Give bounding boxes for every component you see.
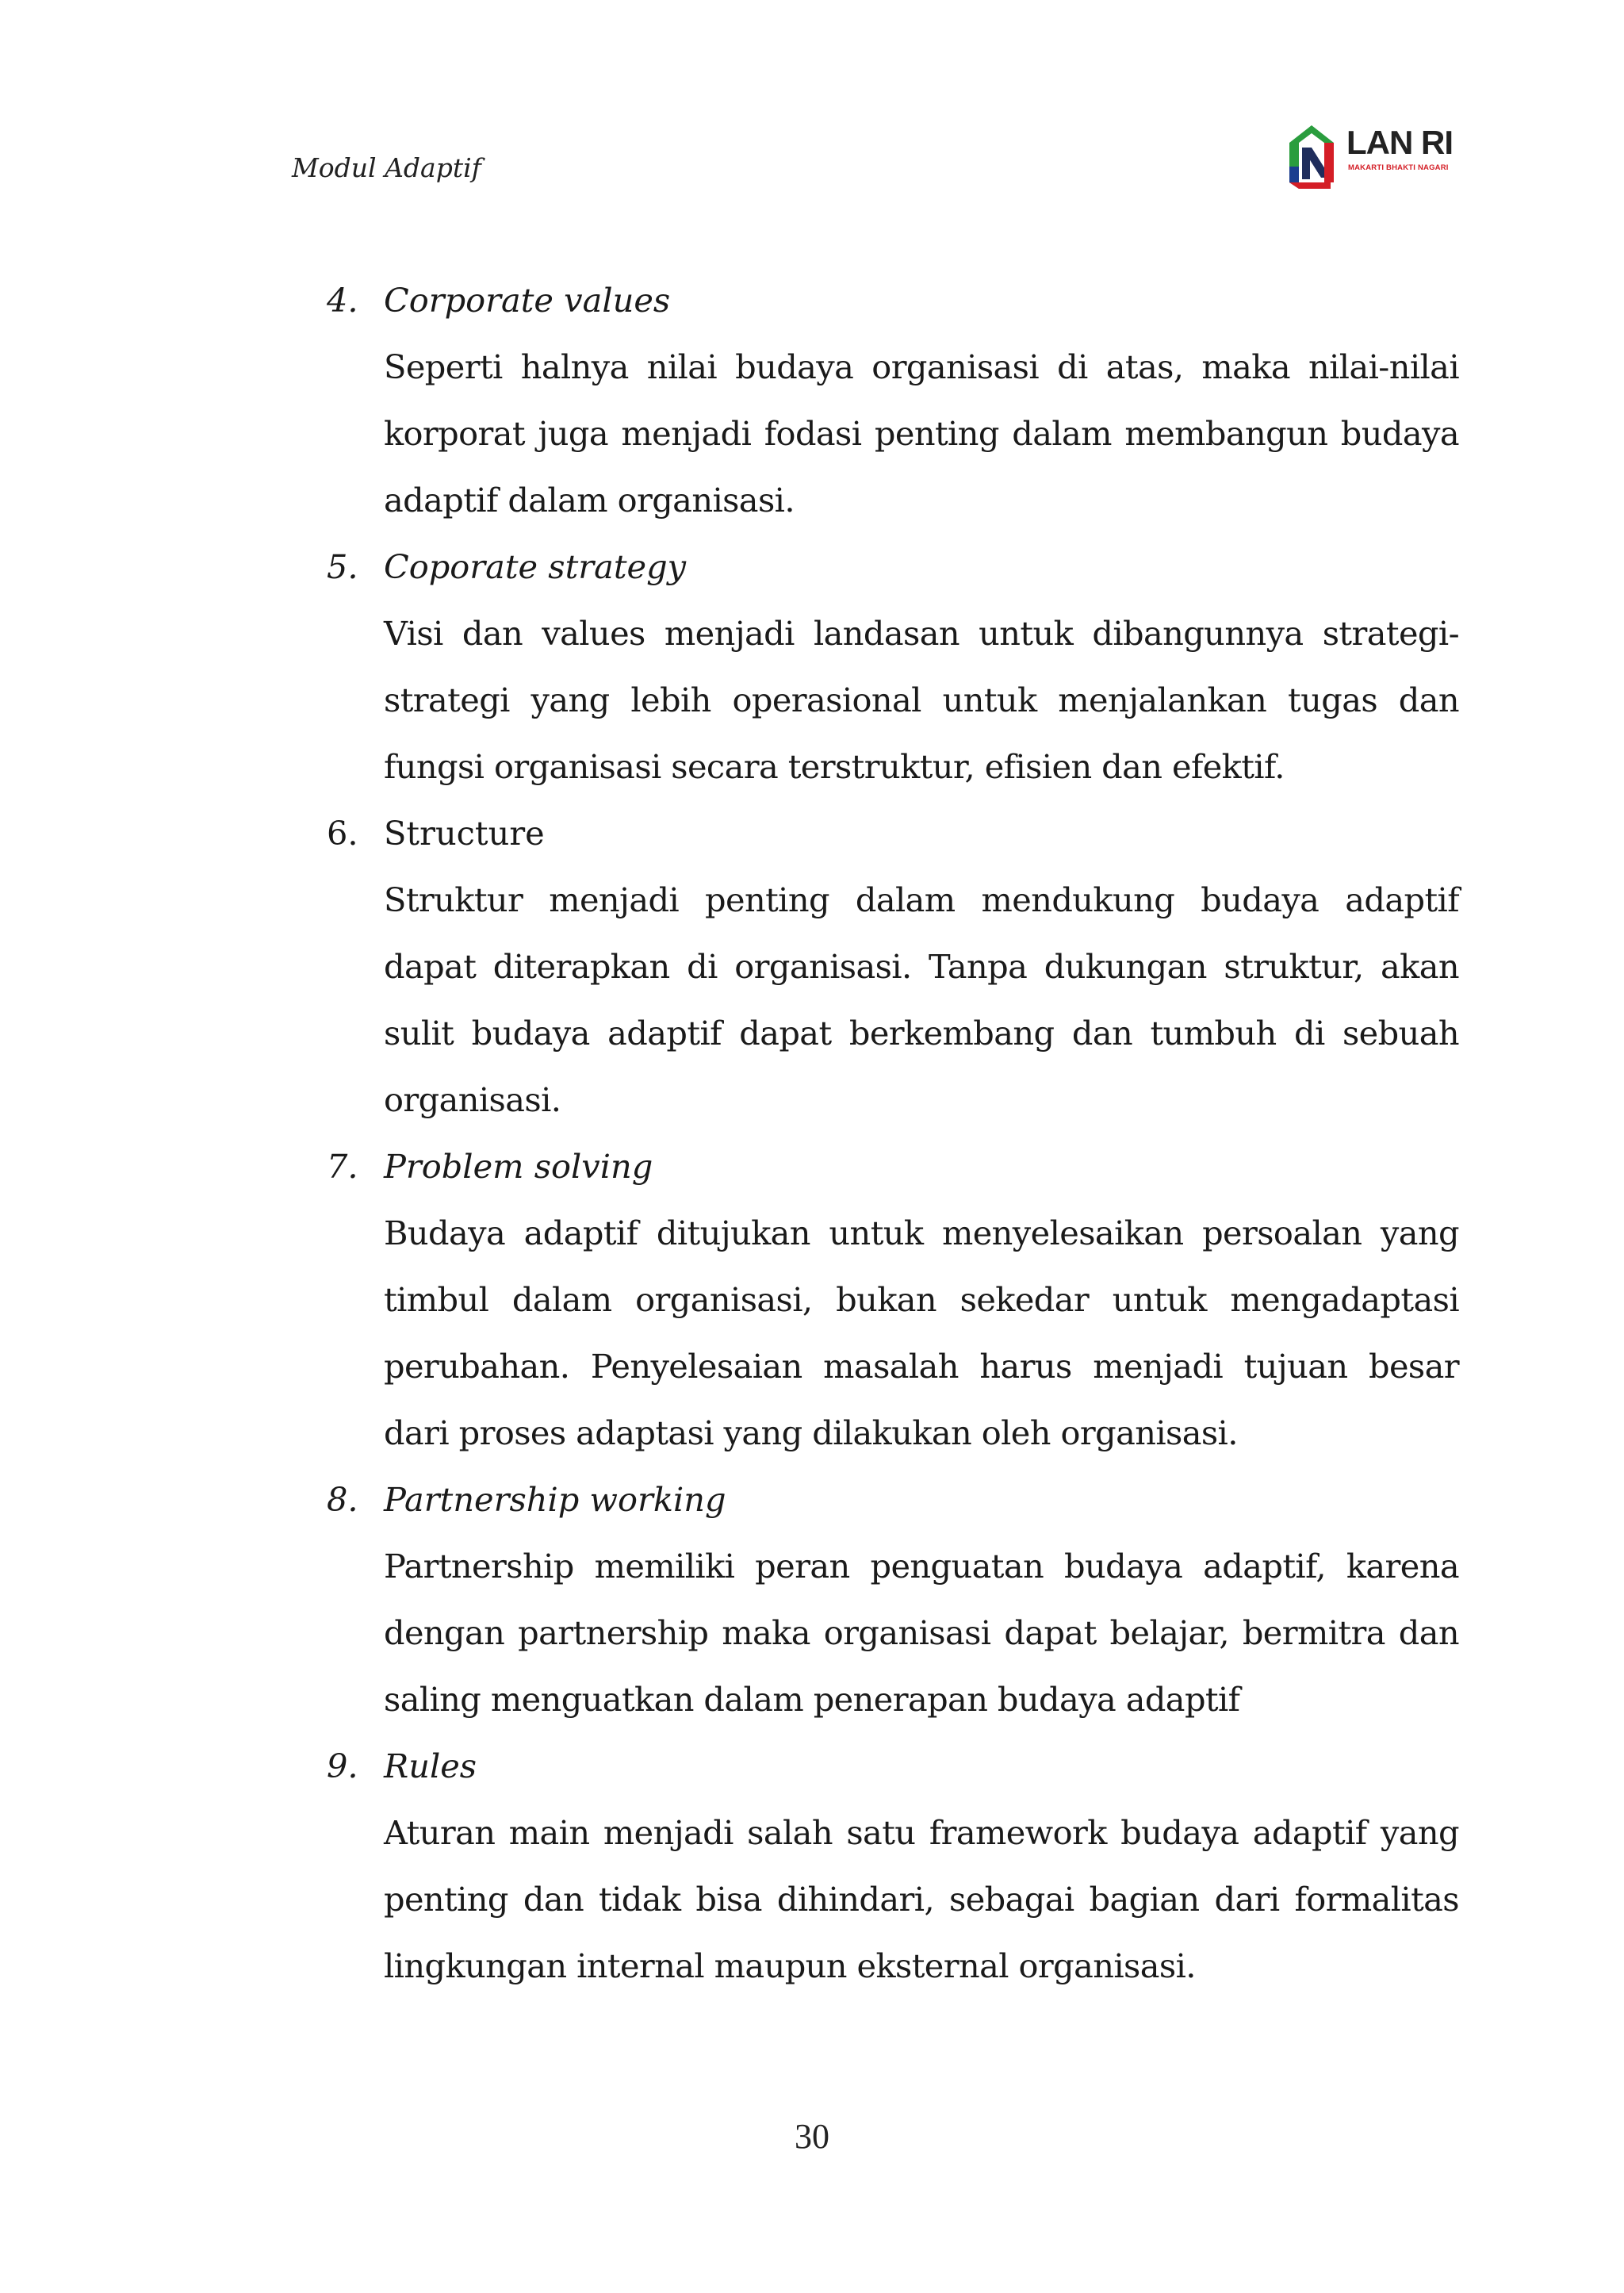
list-item-number: 6. — [327, 814, 358, 853]
page-number: 30 — [795, 2117, 829, 2156]
list-item-title: Coporate strategy — [384, 547, 687, 586]
list-item-title: Rules — [384, 1747, 477, 1785]
list-item-body: Visi dan values menjadi landasan untuk dibangunnya strategi-strategi yang lebih operasional untuk menjalankan tugas dan fungsi organisasi secara terstruktur, efisien dan efektif. — [384, 614, 1459, 786]
list-item-number: 9. — [327, 1747, 358, 1785]
list-item — [327, 800, 1459, 1133]
list-item-body: Seperti halnya nilai budaya organisasi di atas, maka nilai-nilai korporat juga menjadi fodasi penting dalam membangun budaya adaptif dalam organisasi. — [384, 347, 1459, 520]
list-item-body: Partnership memiliki peran penguatan budaya adaptif, karena dengan partnership maka organisasi dapat belajar, bermitra dan saling menguatkan dalam penerapan budaya adaptif — [384, 1547, 1459, 1719]
list-item — [327, 534, 1459, 800]
list-item-body: Budaya adaptif ditujukan untuk menyelesaikan persoalan yang timbul dalam organisasi, bukan sekedar untuk mengadaptasi perubahan. Penyelesaian masalah harus menjadi tujuan besar dari proses adaptasi yang dilakukan oleh organisasi. — [384, 1214, 1459, 1452]
list-item-heading — [327, 267, 1459, 334]
logo-text: LAN RI — [1346, 124, 1453, 161]
list-item-title: Problem solving — [384, 1147, 653, 1186]
list-item — [327, 1467, 1459, 1733]
logo-tagline: MAKARTI BHAKTI NAGARI — [1348, 163, 1449, 172]
list-item — [327, 1733, 1459, 2000]
list-item-number: 8. — [327, 1480, 358, 1519]
numbered-list — [327, 267, 1459, 2000]
list-item — [327, 267, 1459, 534]
list-item-number: 4. — [327, 281, 358, 320]
list-item-heading — [327, 1133, 1459, 1200]
list-item-body: Struktur menjadi penting dalam mendukung budaya adaptif dapat diterapkan di organisasi. Tanpa dukungan struktur, akan sulit budaya adaptif dapat berkembang dan tumbuh di sebuah organisasi. — [384, 880, 1459, 1119]
list-item-number: 5. — [327, 547, 358, 586]
list-item-number: 7. — [327, 1147, 358, 1186]
list-item-heading — [327, 800, 1459, 867]
list-item — [327, 1133, 1459, 1467]
list-item-title: Corporate values — [384, 281, 671, 320]
list-item-heading — [327, 534, 1459, 600]
list-item-heading — [327, 1733, 1459, 1800]
list-item-title: Structure — [384, 814, 545, 853]
list-item-body: Aturan main menjadi salah satu framework budaya adaptif yang penting dan tidak bisa dihindari, sebagai bagian dari formalitas lingkungan internal maupun eksternal organisasi. — [384, 1813, 1459, 1985]
lan-ri-logo-icon — [1285, 119, 1345, 195]
lan-ri-logo — [1285, 119, 1467, 195]
header-title: Modul Adaptif — [292, 152, 481, 183]
list-item-title: Partnership working — [384, 1480, 726, 1519]
list-item-heading — [327, 1467, 1459, 1533]
